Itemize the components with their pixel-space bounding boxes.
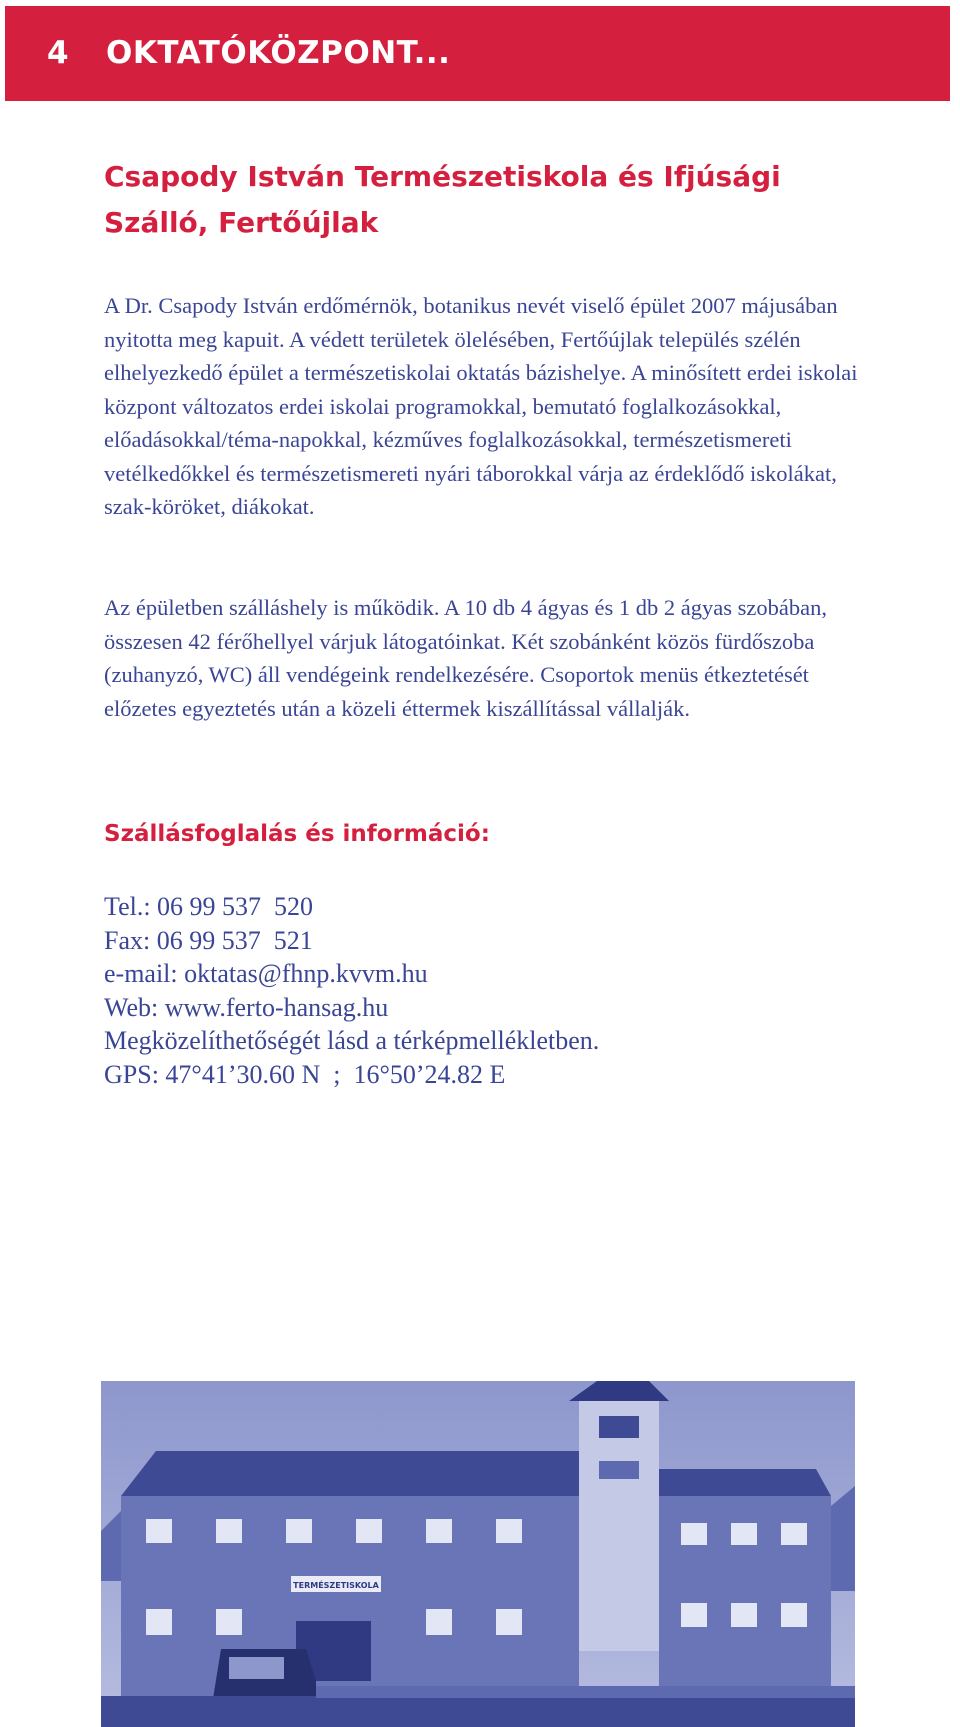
intro-paragraph: A Dr. Csapody István erdőmérnök, botanikus nevét viselő épület 2007 májusában nyitotta meg kapuit. A védett területek ölelésében, Fertőújlak település szélén elhelyezkedő épület a természetiskolai oktatás bázishelye. A minősített erdei iskolai központ változatos erdei iskolai programokkal, bemutató foglalkozásokkal, előadásokkal/téma-napokkal, kézműves foglalkozásokkal, természetismereti vetélkedőkkel és természetismereti nyári táborokkal várja az érdeklődő iskolákat, szak-köröket, diákokat.	[104, 293, 858, 519]
contact-email: e-mail: oktatas@fhnp.kvvm.hu	[104, 959, 428, 988]
photo-sign-text: TERMÉSZETISKOLA	[293, 1581, 379, 1590]
page-number: 4	[47, 35, 69, 71]
accommodation-paragraph: Az épületben szálláshely is működik. A 10 db 4 ágyas és 1 db 2 ágyas szobában, összesen 42 férőhellyel várjuk látogatóinkat. Két szobánként közös fürdőszoba (zuhanyzó, WC) áll vendégeink rendelkezésére. Csoportok menüs étkeztetését előzetes egyeztetés után a közeli éttermek kiszállítással vállalják.	[104, 595, 827, 721]
article-title: Csapody István Természetiskola és Ifjúsági Szálló, Fertőújlak	[104, 160, 781, 239]
contact-gps: GPS: 47°41’30.60 N ; 16°50’24.82 E	[104, 1059, 506, 1089]
building-photo	[101, 1381, 855, 1727]
contact-list	[104, 890, 599, 1091]
contact-web: Web: www.ferto-hansag.hu	[104, 992, 389, 1022]
contact-phone: Tel.: 06 99 537 520	[104, 892, 314, 921]
photo-roof-left	[121, 1451, 611, 1496]
contact-fax: Fax: 06 99 537 521	[104, 925, 313, 955]
photo-tower	[579, 1401, 659, 1651]
chapter-title: OKTATÓKÖZPONT...	[106, 35, 451, 71]
photo-ground	[101, 1696, 855, 1727]
contact-heading: Szállásfoglalás és információ:	[104, 821, 490, 847]
contact-directions: Megközelíthetőségét lásd a térképmellékletben.	[104, 1026, 600, 1055]
chapter-header-bar	[5, 6, 950, 101]
